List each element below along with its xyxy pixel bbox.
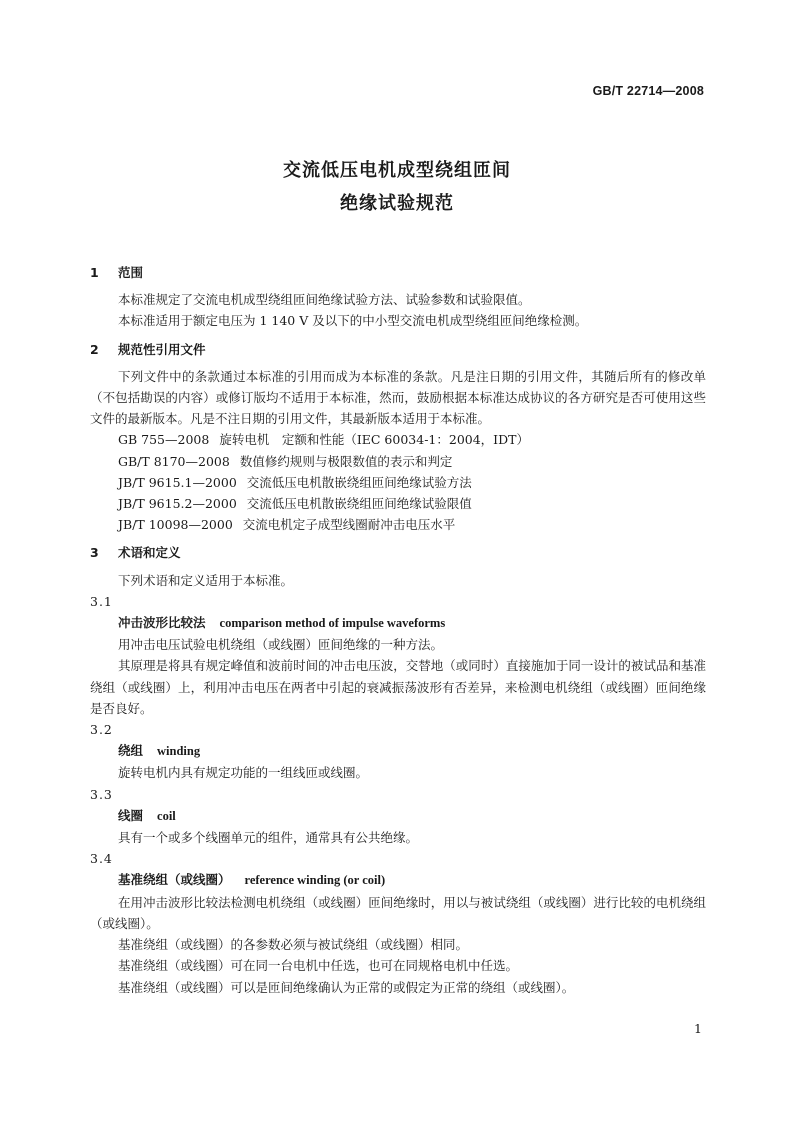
section-2-intro: 下列文件中的条款通过本标准的引用而成为本标准的条款。凡是注日期的引用文件，其随后所有的修改单（不包括勘误的内容）或修订版均不适用于本标准，然而，鼓励根据本标准达成协议的各方研究是否可使用这些文件的最新版本。凡是不注日期的引用文件，其最新版本适用于本标准。 — [90, 368, 706, 427]
section-number: 3 — [90, 545, 99, 561]
term-definition: 旋转电机内具有规定功能的一组线匝或线圈。 — [118, 765, 369, 781]
section-number: 2 — [90, 341, 99, 357]
reference-item — [90, 514, 706, 535]
reference-code: JB/T 10098—2000 — [118, 517, 233, 533]
reference-title: 数值修约规则与极限数值的表示和判定 — [239, 453, 453, 469]
term-heading — [90, 740, 706, 762]
section-3-heading — [90, 542, 706, 563]
term-note: 其原理是将具有规定峰值和波前时间的冲击电压波，交替地（或同时）直接施加于同一设计的被试品和基准绕组（或线圈）上，利用冲击电压在两者中引起的衰减振荡波形有否差异，来检测电机绕组（或线圈）匝间绝缘是否良好。 — [90, 658, 706, 716]
reference-code: GB 755—2008 — [118, 432, 210, 448]
term-heading — [90, 805, 706, 827]
document-title-line-1: 交流低压电机成型绕组匝间 — [283, 160, 511, 181]
section-title: 规范性引用文件 — [118, 341, 206, 357]
section-title: 范围 — [118, 265, 144, 280]
section-number: 1 — [90, 265, 99, 280]
clause-number: 3.3 — [90, 786, 113, 802]
reference-item — [90, 472, 706, 493]
term-note: 基准绕组（或线圈）的各参数必须与被试绕组（或线圈）相同。 — [118, 937, 469, 953]
clause-number: 3.2 — [90, 722, 113, 738]
clause-number: 3.4 — [90, 851, 113, 867]
reference-item — [90, 493, 706, 514]
term-definition: 在用冲击波形比较法检测电机绕组（或线圈）匝间绝缘时，用以与被试绕组（或线圈）进行比较的电机绕组（或线圈）。 — [90, 894, 706, 931]
term-en: coil — [157, 808, 176, 823]
term-zh: 线圈 — [118, 807, 144, 823]
reference-title: 交流低压电机散嵌绕组匝间绝缘试验方法 — [246, 474, 472, 490]
section-1-paragraph-2: 本标准适用于额定电压为 1 140 V 及以下的中小型交流电机成型绕组匝间绝缘检测。 — [118, 313, 588, 329]
page-number: 1 — [694, 1021, 702, 1036]
term-en: comparison method of impulse waveforms — [219, 616, 446, 631]
term-definition: 具有一个或多个线圈单元的组件，通常具有公共绝缘。 — [118, 830, 419, 846]
term-en: reference winding (or coil) — [244, 873, 386, 888]
term-en: winding — [157, 744, 201, 759]
reference-item — [90, 451, 706, 472]
reference-title: 旋转电机 定额和性能（IEC 60034-1：2004，IDT） — [219, 432, 529, 448]
term-heading — [90, 869, 706, 891]
section-1-heading — [90, 262, 706, 283]
term-definition: 用冲击电压试验电机绕组（或线圈）匝间绝缘的一种方法。 — [118, 637, 444, 653]
reference-code: JB/T 9615.1—2000 — [118, 474, 237, 490]
standard-code: GB/T 22714—2008 — [592, 84, 704, 98]
document-body — [90, 262, 706, 998]
section-2-heading — [90, 339, 706, 360]
reference-title: 交流电机定子成型线圈耐冲击电压水平 — [242, 517, 456, 533]
term-zh: 绕组 — [118, 743, 144, 759]
document-title-line-2: 绝缘试验规范 — [340, 193, 454, 214]
term-zh: 基准绕组（或线圈） — [118, 872, 231, 888]
term-note: 基准绕组（或线圈）可以是匝间绝缘确认为正常的或假定为正常的绕组（或线圈）。 — [118, 979, 575, 995]
clause-number: 3.1 — [90, 593, 113, 609]
reference-code: JB/T 9615.2—2000 — [118, 496, 237, 512]
reference-item — [90, 429, 706, 450]
section-title: 术语和定义 — [118, 545, 181, 561]
term-heading — [90, 612, 706, 634]
term-note: 基准绕组（或线圈）可在同一台电机中任选，也可在同规格电机中任选。 — [118, 958, 519, 974]
term-zh: 冲击波形比较法 — [118, 615, 206, 631]
section-3-intro: 下列术语和定义适用于本标准。 — [118, 572, 294, 588]
reference-code: GB/T 8170—2008 — [118, 453, 230, 469]
section-1-paragraph-1: 本标准规定了交流电机成型绕组匝间绝缘试验方法、试验参数和试验限值。 — [118, 292, 531, 308]
reference-title: 交流低压电机散嵌绕组匝间绝缘试验限值 — [246, 496, 472, 512]
